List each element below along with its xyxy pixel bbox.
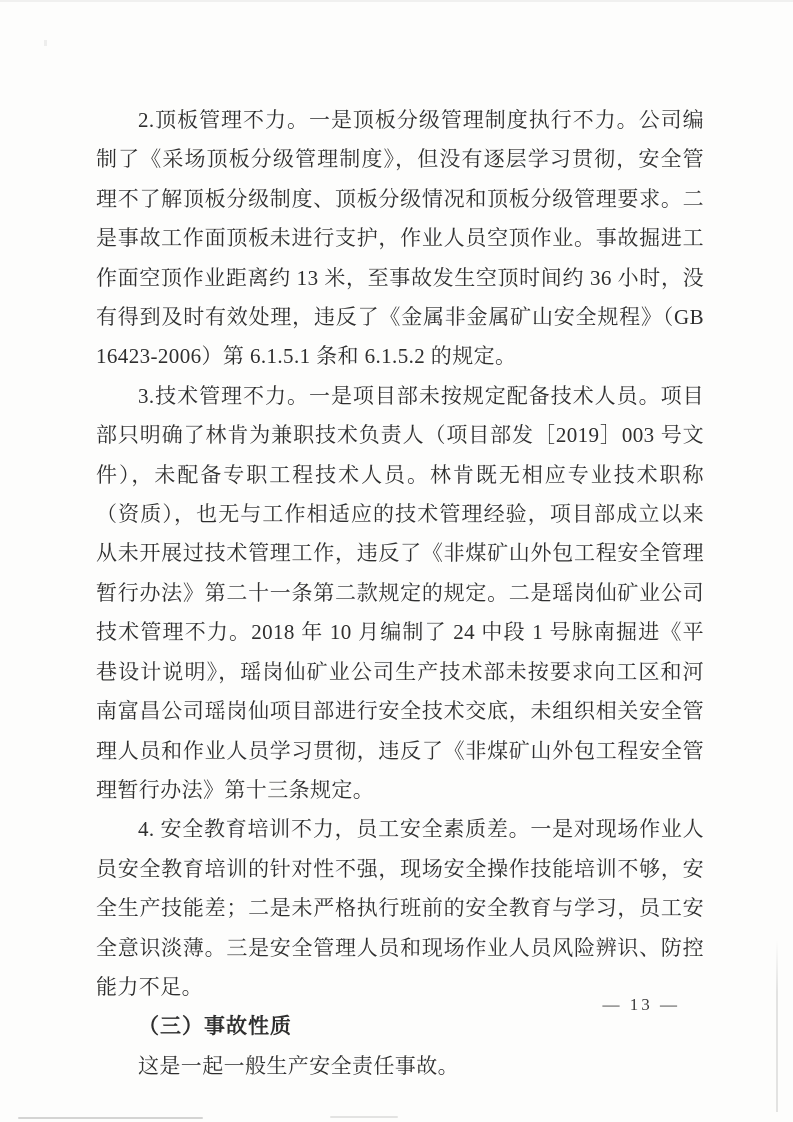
section-heading-accident-nature: （三）事故性质 <box>138 1014 292 1039</box>
scan-edge-bottom-mid <box>330 1116 398 1118</box>
page-number: — 13 — <box>602 995 680 1014</box>
paragraph-accident-nature-statement: 这是一起一般生产安全责任事故。 <box>138 1053 459 1078</box>
scan-edge-top <box>0 0 793 2</box>
paragraph-roof-management: 2.顶板管理不力。一是顶板分级管理制度执行不力。公司编制了《采场顶板分级管理制度》，但没有逐层学习贯彻，安全管理不了解顶板分级制度、顶板分级情况和顶板分级管理要求。二是事故工作面顶板未进行支护，作业人员空顶作业。事故掘进工作面空顶作业距离约 13 米，至事故发生空顶时间约 36 小时，没有得到及时有效处理，违反了《金属非金属矿山安全规程》（GB16423-2006）第 6.1.5.1 条和 6.1.5.2 的规定。 <box>96 108 704 369</box>
scan-edge-right-line <box>776 940 778 1112</box>
scan-speck <box>44 40 47 46</box>
paragraph-safety-training: 4. 安全教育培训不力，员工安全素质差。一是对现场作业人员安全教育培训的针对性不强，现场安全操作技能培训不够，安全生产技能差；二是未严格执行班前的安全教育与学习，员工安全意识淡薄。三是安全管理人员和现场作业人员风险辨识、防控能力不足。 <box>96 817 704 999</box>
paragraph-technical-management: 3.技术管理不力。一是项目部未按规定配备技术人员。项目部只明确了林肯为兼职技术负责人（项目部发［2019］003 号文件），未配备专职工程技术人员。林肯既无相应专业技术职称（资质），也无与工作相适应的技术管理经验，项目部成立以来从未开展过技术管理工作，违反了《非煤矿山外包工程安全管理暂行办法》第二十一条第二款规定的规定。二是瑶岗仙矿业公司技术管理不力。2018 年 10 月编制了 24 中段 1 号脉南掘进《平巷设计说明》，瑶岗仙矿业公司生产技术部未按要求向工区和河南富昌公司瑶岗仙项目部进行安全技术交底，未组织相关安全管理人员和作业人员学习贯彻，违反了《非煤矿山外包工程安全管理暂行办法》第十三条规定。 <box>96 383 704 802</box>
document-body <box>96 101 704 1086</box>
scan-edge-bottom-left <box>18 1117 203 1119</box>
